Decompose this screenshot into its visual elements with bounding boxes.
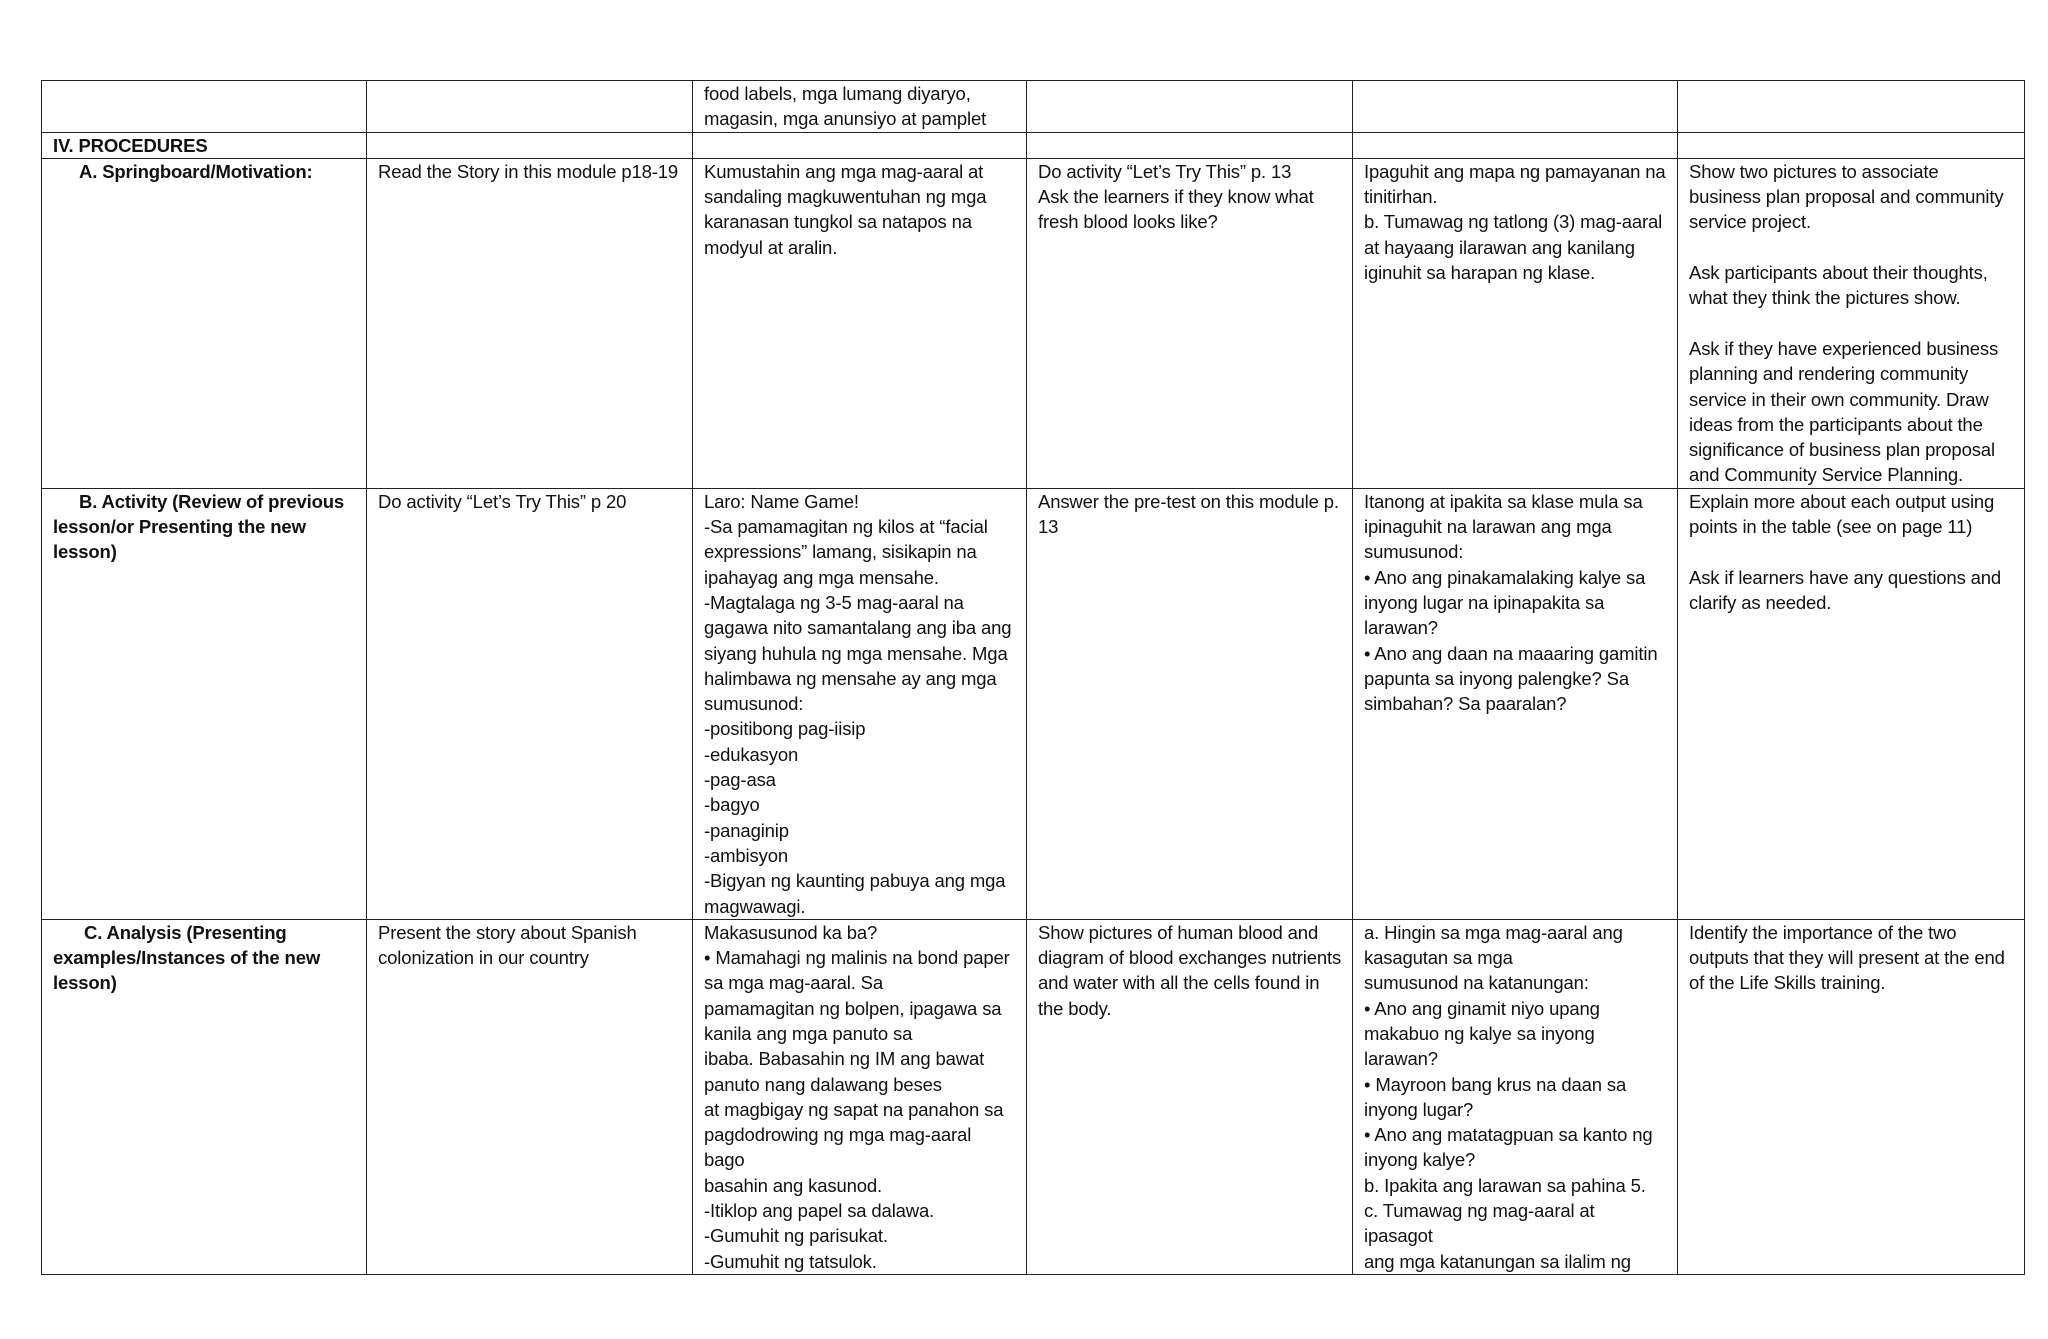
cell-text: food labels, mga lumang diyaryo, magasin, mga anunsiyo at pamplet (704, 83, 987, 130)
cell-text: Kumustahin ang mga mag-aaral at sandaling magkuwentuhan ng mga karanasan tungkol sa natapos na modyul at aralin. (704, 160, 987, 258)
table-cell (693, 81, 1027, 133)
cell-text: Makasusunod ka ba? • Mamahagi ng malinis na bond paper sa mga mag-aaral. Sa pamamagitan ng bolpen, ipagawa sa kanila ang mga panuto sa ibaba. Babasahin ng IM ang bawat panuto nang dalawang beses at magbigay ng sapat na panahon sa pagdodrowing ng mga mag-aaral bago basahin ang kasunod. -Itiklop ang papel sa dalawa. -Gumuhit ng parisukat. -Gumuhit ng tatsulok. (704, 921, 1010, 1272)
table-row-analysis (42, 919, 2025, 1274)
cell-text: Itanong at ipakita sa klase mula sa ipinaguhit na larawan ang mga sumusunod: • Ano ang pinakamalaking kalye sa inyong lugar na ipinapakita sa larawan? • Ano ang daan na maaaring gamitin papunta sa inyong palengke? Sa simbahan? Sa paaralan? (1364, 490, 1658, 715)
table-row-activity (42, 488, 2025, 919)
row-label-cell (42, 81, 367, 133)
section-heading: IV. PROCEDURES (53, 134, 208, 156)
table-cell (1678, 132, 2025, 158)
table-cell (1027, 81, 1353, 133)
section-heading-cell (42, 132, 367, 158)
table-cell (367, 81, 693, 133)
cell-text: Explain more about each output using points in the table (see on page 11) Ask if learners have any questions and clarify as needed. (1689, 490, 2002, 613)
table-cell (367, 132, 693, 158)
table-cell (1353, 81, 1678, 133)
table-cell (1678, 158, 2025, 488)
cell-text: Show pictures of human blood and diagram of blood exchanges nutrients and water with all the cells found in the body. (1038, 921, 1342, 1019)
cell-text: Ipaguhit ang mapa ng pamayanan na tinitirhan. b. Tumawag ng tatlong (3) mag-aaral at hayaang ilarawan ang kanilang iginuhit sa harapan ng klase. (1364, 160, 1666, 284)
table-cell (1678, 81, 2025, 133)
table-cell (367, 919, 693, 1274)
table-cell (1027, 158, 1353, 488)
lesson-plan-table (41, 80, 2025, 1275)
cell-text: Laro: Name Game! -Sa pamamagitan ng kilos at “facial expressions” lamang, sisikapin na ipahayag ang mga mensahe. -Magtalaga ng 3-5 mag-aaral na gagawa nito samantalang ang iba ang siyang huhula ng mga mensahe. Mga halimbawa ng mensahe ay ang mga sumusunod: -positibong pag-iisip -edukasyon -pag-asa -bagyo -panaginip -ambisyon -Bigyan ng kaunting pabuya ang mga magwawagi. (704, 490, 1012, 917)
table-cell (1353, 488, 1678, 919)
cell-text: Identify the importance of the two outputs that they will present at the end of the Life Skills training. (1689, 921, 2005, 994)
table-cell (1353, 919, 1678, 1274)
table-cell (1027, 488, 1353, 919)
table-cell (1027, 132, 1353, 158)
row-label: B. Activity (Review of previous lesson/or Presenting the new lesson) (53, 490, 345, 563)
cell-text: a. Hingin sa mga mag-aaral ang kasagutan sa mga sumusunod na katanungan: • Ano ang ginamit niyo upang makabuo ng kalye sa inyong larawan? • Mayroon bang krus na daan sa inyong lugar? • Ano ang matatagpuan sa kanto ng inyong kalye? b. Ipakita ang larawan sa pahina 5. c. Tumawag ng mag-aaral at ipasagot ang mga katanungan sa ilalim ng (1364, 921, 1653, 1272)
row-label: C. Analysis (Presenting examples/Instances of the new lesson) (53, 921, 321, 994)
table-row-procedures-heading (42, 132, 2025, 158)
table-cell (693, 488, 1027, 919)
table-cell (693, 158, 1027, 488)
row-label: A. Springboard/Motivation: (79, 160, 313, 182)
table-cell (1353, 158, 1678, 488)
table-cell (1678, 919, 2025, 1274)
cell-text: Answer the pre-test on this module p. 13 (1038, 490, 1339, 538)
table-cell (1353, 132, 1678, 158)
cell-text: Show two pictures to associate business plan proposal and community service project. Ask participants about their thoughts, what they think the pictures show. Ask if they have experienced business planning and rendering community service in their own community. Draw ideas from the participants about the significance of business plan proposal and Community Service Planning. (1689, 160, 2004, 486)
table-cell (693, 132, 1027, 158)
cell-text: Do activity “Let’s Try This” p 20 (378, 490, 627, 512)
lesson-plan-sheet (41, 80, 2025, 1275)
row-label-cell (42, 158, 367, 488)
table-row-springboard (42, 158, 2025, 488)
cell-text: Read the Story in this module p18-19 (378, 160, 679, 182)
table-cell (367, 158, 693, 488)
cell-text: Present the story about Spanish colonization in our country (378, 921, 637, 969)
table-row-materials-continued (42, 81, 2025, 133)
table-cell (1678, 488, 2025, 919)
cell-text: Do activity “Let’s Try This” p. 13 Ask the learners if they know what fresh blood looks like? (1038, 160, 1314, 233)
table-cell (1027, 919, 1353, 1274)
table-cell (693, 919, 1027, 1274)
table-cell (367, 488, 693, 919)
row-label-cell (42, 488, 367, 919)
row-label-cell (42, 919, 367, 1274)
